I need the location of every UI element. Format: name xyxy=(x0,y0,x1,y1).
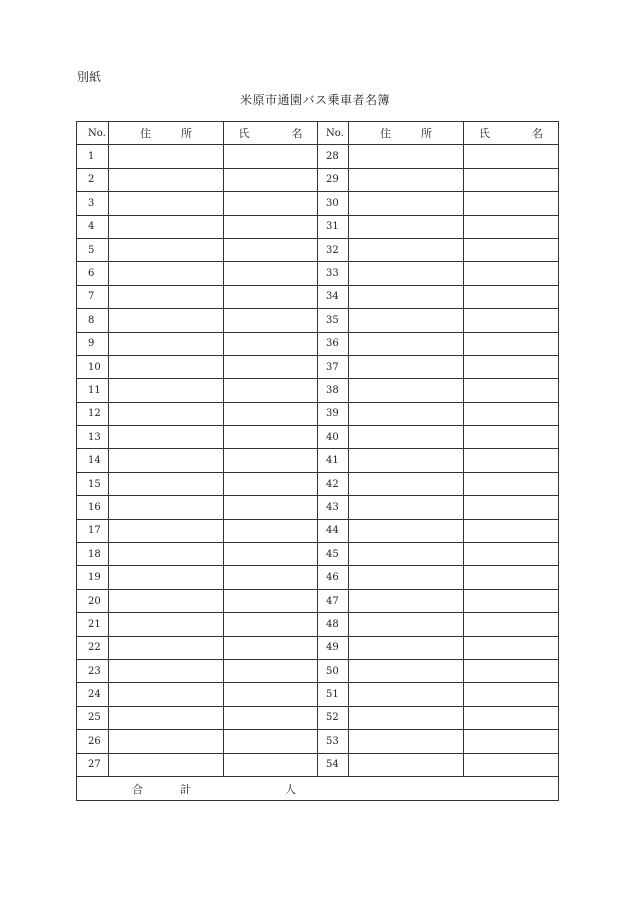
header-row xyxy=(77,122,559,145)
row-number-left: 14 xyxy=(77,449,109,472)
table-row xyxy=(77,472,559,495)
row-number-right: 42 xyxy=(318,472,349,495)
address-cell-right[interactable] xyxy=(349,753,464,776)
address-cell-left[interactable] xyxy=(109,262,224,285)
row-number-left: 15 xyxy=(77,472,109,495)
name-cell-left[interactable] xyxy=(224,659,318,682)
name-cell-left[interactable] xyxy=(224,472,318,495)
row-number-right: 33 xyxy=(318,262,349,285)
table-row xyxy=(77,659,559,682)
total-label-char2: 計 xyxy=(180,782,191,796)
address-cell-left[interactable] xyxy=(109,332,224,355)
header-name-right xyxy=(464,122,559,145)
row-number-right: 31 xyxy=(318,215,349,238)
name-cell-left[interactable] xyxy=(224,355,318,378)
attachment-label: 別紙 xyxy=(77,70,102,84)
row-number-left: 6 xyxy=(77,262,109,285)
address-cell-left[interactable] xyxy=(109,168,224,191)
name-cell-left[interactable] xyxy=(224,192,318,215)
name-cell-left[interactable] xyxy=(224,753,318,776)
row-number-left: 12 xyxy=(77,402,109,425)
name-cell-left[interactable] xyxy=(224,706,318,729)
address-cell-right[interactable] xyxy=(349,519,464,542)
name-cell-right[interactable] xyxy=(464,332,559,355)
address-cell-left[interactable] xyxy=(109,589,224,612)
row-number-right: 54 xyxy=(318,753,349,776)
row-number-left: 5 xyxy=(77,238,109,261)
name-cell-right[interactable] xyxy=(464,215,559,238)
name-cell-right[interactable] xyxy=(464,355,559,378)
name-cell-left[interactable] xyxy=(224,566,318,589)
name-cell-left[interactable] xyxy=(224,496,318,519)
row-number-left: 27 xyxy=(77,753,109,776)
name-cell-right[interactable] xyxy=(464,659,559,682)
table-row xyxy=(77,519,559,542)
name-cell-left[interactable] xyxy=(224,379,318,402)
address-cell-left[interactable] xyxy=(109,659,224,682)
row-number-right: 47 xyxy=(318,589,349,612)
row-number-right: 48 xyxy=(318,613,349,636)
name-cell-right[interactable] xyxy=(464,589,559,612)
row-number-right: 49 xyxy=(318,636,349,659)
row-number-left: 13 xyxy=(77,426,109,449)
address-cell-right[interactable] xyxy=(349,730,464,753)
document-title: 米原市通園バス乗車者名簿 xyxy=(239,93,390,107)
name-cell-right[interactable] xyxy=(464,543,559,566)
row-number-right: 44 xyxy=(318,519,349,542)
name-cell-left[interactable] xyxy=(224,145,318,168)
address-cell-right[interactable] xyxy=(349,332,464,355)
address-cell-left[interactable] xyxy=(109,145,224,168)
address-cell-left[interactable] xyxy=(109,449,224,472)
name-cell-left[interactable] xyxy=(224,426,318,449)
table-row xyxy=(77,262,559,285)
address-cell-left[interactable] xyxy=(109,379,224,402)
header-address-char2: 所 xyxy=(181,127,192,141)
address-cell-left[interactable] xyxy=(109,238,224,261)
row-number-left: 8 xyxy=(77,309,109,332)
row-number-right: 36 xyxy=(318,332,349,355)
name-cell-left[interactable] xyxy=(224,683,318,706)
row-number-left: 3 xyxy=(77,192,109,215)
name-cell-right[interactable] xyxy=(464,238,559,261)
total-row xyxy=(77,776,559,800)
name-cell-right[interactable] xyxy=(464,402,559,425)
row-number-right: 28 xyxy=(318,145,349,168)
name-cell-left[interactable] xyxy=(224,613,318,636)
name-cell-right[interactable] xyxy=(464,426,559,449)
address-cell-left[interactable] xyxy=(109,683,224,706)
roster-body xyxy=(77,145,559,777)
header-address-char1: 住 xyxy=(380,127,391,141)
total-cell xyxy=(77,776,559,800)
name-cell-left[interactable] xyxy=(224,309,318,332)
table-row xyxy=(77,145,559,168)
address-cell-left[interactable] xyxy=(109,636,224,659)
header-no-left: No. xyxy=(77,122,109,145)
name-cell-left[interactable] xyxy=(224,215,318,238)
row-number-right: 37 xyxy=(318,355,349,378)
address-cell-right[interactable] xyxy=(349,496,464,519)
address-cell-left[interactable] xyxy=(109,496,224,519)
name-cell-left[interactable] xyxy=(224,262,318,285)
row-number-right: 43 xyxy=(318,496,349,519)
row-number-right: 35 xyxy=(318,309,349,332)
row-number-right: 53 xyxy=(318,730,349,753)
name-cell-right[interactable] xyxy=(464,636,559,659)
table-row xyxy=(77,402,559,425)
row-number-left: 22 xyxy=(77,636,109,659)
header-name-char2: 名 xyxy=(532,127,543,141)
table-row xyxy=(77,238,559,261)
row-number-right: 29 xyxy=(318,168,349,191)
address-cell-right[interactable] xyxy=(349,309,464,332)
row-number-left: 4 xyxy=(77,215,109,238)
address-cell-left[interactable] xyxy=(109,215,224,238)
row-number-right: 30 xyxy=(318,192,349,215)
row-number-right: 40 xyxy=(318,426,349,449)
table-row xyxy=(77,449,559,472)
address-cell-right[interactable] xyxy=(349,706,464,729)
header-address-char1: 住 xyxy=(140,127,151,141)
row-number-left: 24 xyxy=(77,683,109,706)
table-row xyxy=(77,168,559,191)
table-row xyxy=(77,192,559,215)
name-cell-left[interactable] xyxy=(224,589,318,612)
row-number-right: 52 xyxy=(318,706,349,729)
address-cell-left[interactable] xyxy=(109,472,224,495)
name-cell-right[interactable] xyxy=(464,519,559,542)
address-cell-right[interactable] xyxy=(349,168,464,191)
address-cell-left[interactable] xyxy=(109,309,224,332)
address-cell-right[interactable] xyxy=(349,402,464,425)
header-name-char2: 名 xyxy=(291,127,303,141)
address-cell-left[interactable] xyxy=(109,613,224,636)
name-cell-left[interactable] xyxy=(224,332,318,355)
address-cell-right[interactable] xyxy=(349,145,464,168)
address-cell-right[interactable] xyxy=(349,215,464,238)
address-cell-left[interactable] xyxy=(109,402,224,425)
table-row xyxy=(77,285,559,308)
name-cell-right[interactable] xyxy=(464,472,559,495)
address-cell-left[interactable] xyxy=(109,753,224,776)
table-row xyxy=(77,566,559,589)
passenger-roster-table xyxy=(76,121,559,801)
row-number-right: 41 xyxy=(318,449,349,472)
table-row xyxy=(77,706,559,729)
address-cell-left[interactable] xyxy=(109,192,224,215)
name-cell-right[interactable] xyxy=(464,145,559,168)
address-cell-right[interactable] xyxy=(349,636,464,659)
name-cell-right[interactable] xyxy=(464,730,559,753)
address-cell-right[interactable] xyxy=(349,659,464,682)
header-no-right: No. xyxy=(318,122,349,145)
name-cell-right[interactable] xyxy=(464,683,559,706)
row-number-right: 32 xyxy=(318,238,349,261)
row-number-right: 51 xyxy=(318,683,349,706)
address-cell-right[interactable] xyxy=(349,192,464,215)
address-cell-right[interactable] xyxy=(349,262,464,285)
row-number-left: 10 xyxy=(77,355,109,378)
table-row xyxy=(77,355,559,378)
name-cell-left[interactable] xyxy=(224,636,318,659)
name-cell-right[interactable] xyxy=(464,262,559,285)
name-cell-left[interactable] xyxy=(224,730,318,753)
address-cell-left[interactable] xyxy=(109,566,224,589)
address-cell-right[interactable] xyxy=(349,379,464,402)
name-cell-right[interactable] xyxy=(464,706,559,729)
row-number-left: 20 xyxy=(77,589,109,612)
table-row xyxy=(77,613,559,636)
table-row xyxy=(77,753,559,776)
address-cell-right[interactable] xyxy=(349,449,464,472)
total-label-char1: 合 xyxy=(132,782,143,796)
header-name-char1: 氏 xyxy=(479,127,490,141)
table-row xyxy=(77,309,559,332)
row-number-right: 50 xyxy=(318,659,349,682)
row-number-left: 2 xyxy=(77,168,109,191)
address-cell-left[interactable] xyxy=(109,706,224,729)
header-address-right xyxy=(349,122,464,145)
table-row xyxy=(77,683,559,706)
name-cell-right[interactable] xyxy=(464,379,559,402)
name-cell-left[interactable] xyxy=(224,285,318,308)
address-cell-right[interactable] xyxy=(349,613,464,636)
row-number-left: 1 xyxy=(77,145,109,168)
row-number-right: 38 xyxy=(318,379,349,402)
address-cell-left[interactable] xyxy=(109,426,224,449)
name-cell-right[interactable] xyxy=(464,613,559,636)
address-cell-right[interactable] xyxy=(349,238,464,261)
name-cell-left[interactable] xyxy=(224,238,318,261)
name-cell-right[interactable] xyxy=(464,309,559,332)
address-cell-left[interactable] xyxy=(109,285,224,308)
name-cell-left[interactable] xyxy=(224,449,318,472)
table-row xyxy=(77,496,559,519)
row-number-left: 11 xyxy=(77,379,109,402)
name-cell-right[interactable] xyxy=(464,168,559,191)
row-number-left: 21 xyxy=(77,613,109,636)
address-cell-right[interactable] xyxy=(349,543,464,566)
address-cell-right[interactable] xyxy=(349,355,464,378)
table-row xyxy=(77,543,559,566)
name-cell-left[interactable] xyxy=(224,543,318,566)
row-number-left: 25 xyxy=(77,706,109,729)
name-cell-right[interactable] xyxy=(464,285,559,308)
table-row xyxy=(77,730,559,753)
header-address-left xyxy=(109,122,224,145)
address-cell-right[interactable] xyxy=(349,589,464,612)
table-row xyxy=(77,215,559,238)
total-unit: 人 xyxy=(285,782,296,796)
row-number-left: 9 xyxy=(77,332,109,355)
row-number-left: 17 xyxy=(77,519,109,542)
row-number-left: 16 xyxy=(77,496,109,519)
row-number-right: 39 xyxy=(318,402,349,425)
address-cell-right[interactable] xyxy=(349,426,464,449)
address-cell-right[interactable] xyxy=(349,472,464,495)
row-number-left: 7 xyxy=(77,285,109,308)
address-cell-left[interactable] xyxy=(109,543,224,566)
address-cell-left[interactable] xyxy=(109,519,224,542)
address-cell-right[interactable] xyxy=(349,683,464,706)
name-cell-right[interactable] xyxy=(464,449,559,472)
row-number-left: 23 xyxy=(77,659,109,682)
row-number-right: 34 xyxy=(318,285,349,308)
address-cell-left[interactable] xyxy=(109,730,224,753)
name-cell-right[interactable] xyxy=(464,753,559,776)
header-address-char2: 所 xyxy=(421,127,432,141)
name-cell-left[interactable] xyxy=(224,168,318,191)
address-cell-left[interactable] xyxy=(109,355,224,378)
name-cell-right[interactable] xyxy=(464,192,559,215)
table-row xyxy=(77,332,559,355)
table-row xyxy=(77,589,559,612)
table-row xyxy=(77,426,559,449)
row-number-right: 46 xyxy=(318,566,349,589)
name-cell-right[interactable] xyxy=(464,496,559,519)
row-number-right: 45 xyxy=(318,543,349,566)
row-number-left: 18 xyxy=(77,543,109,566)
name-cell-left[interactable] xyxy=(224,402,318,425)
header-name-left xyxy=(224,122,318,145)
row-number-left: 19 xyxy=(77,566,109,589)
table-row xyxy=(77,636,559,659)
address-cell-right[interactable] xyxy=(349,285,464,308)
table-row xyxy=(77,379,559,402)
address-cell-right[interactable] xyxy=(349,566,464,589)
header-name-char1: 氏 xyxy=(238,127,250,141)
row-number-left: 26 xyxy=(77,730,109,753)
name-cell-left[interactable] xyxy=(224,519,318,542)
name-cell-right[interactable] xyxy=(464,566,559,589)
